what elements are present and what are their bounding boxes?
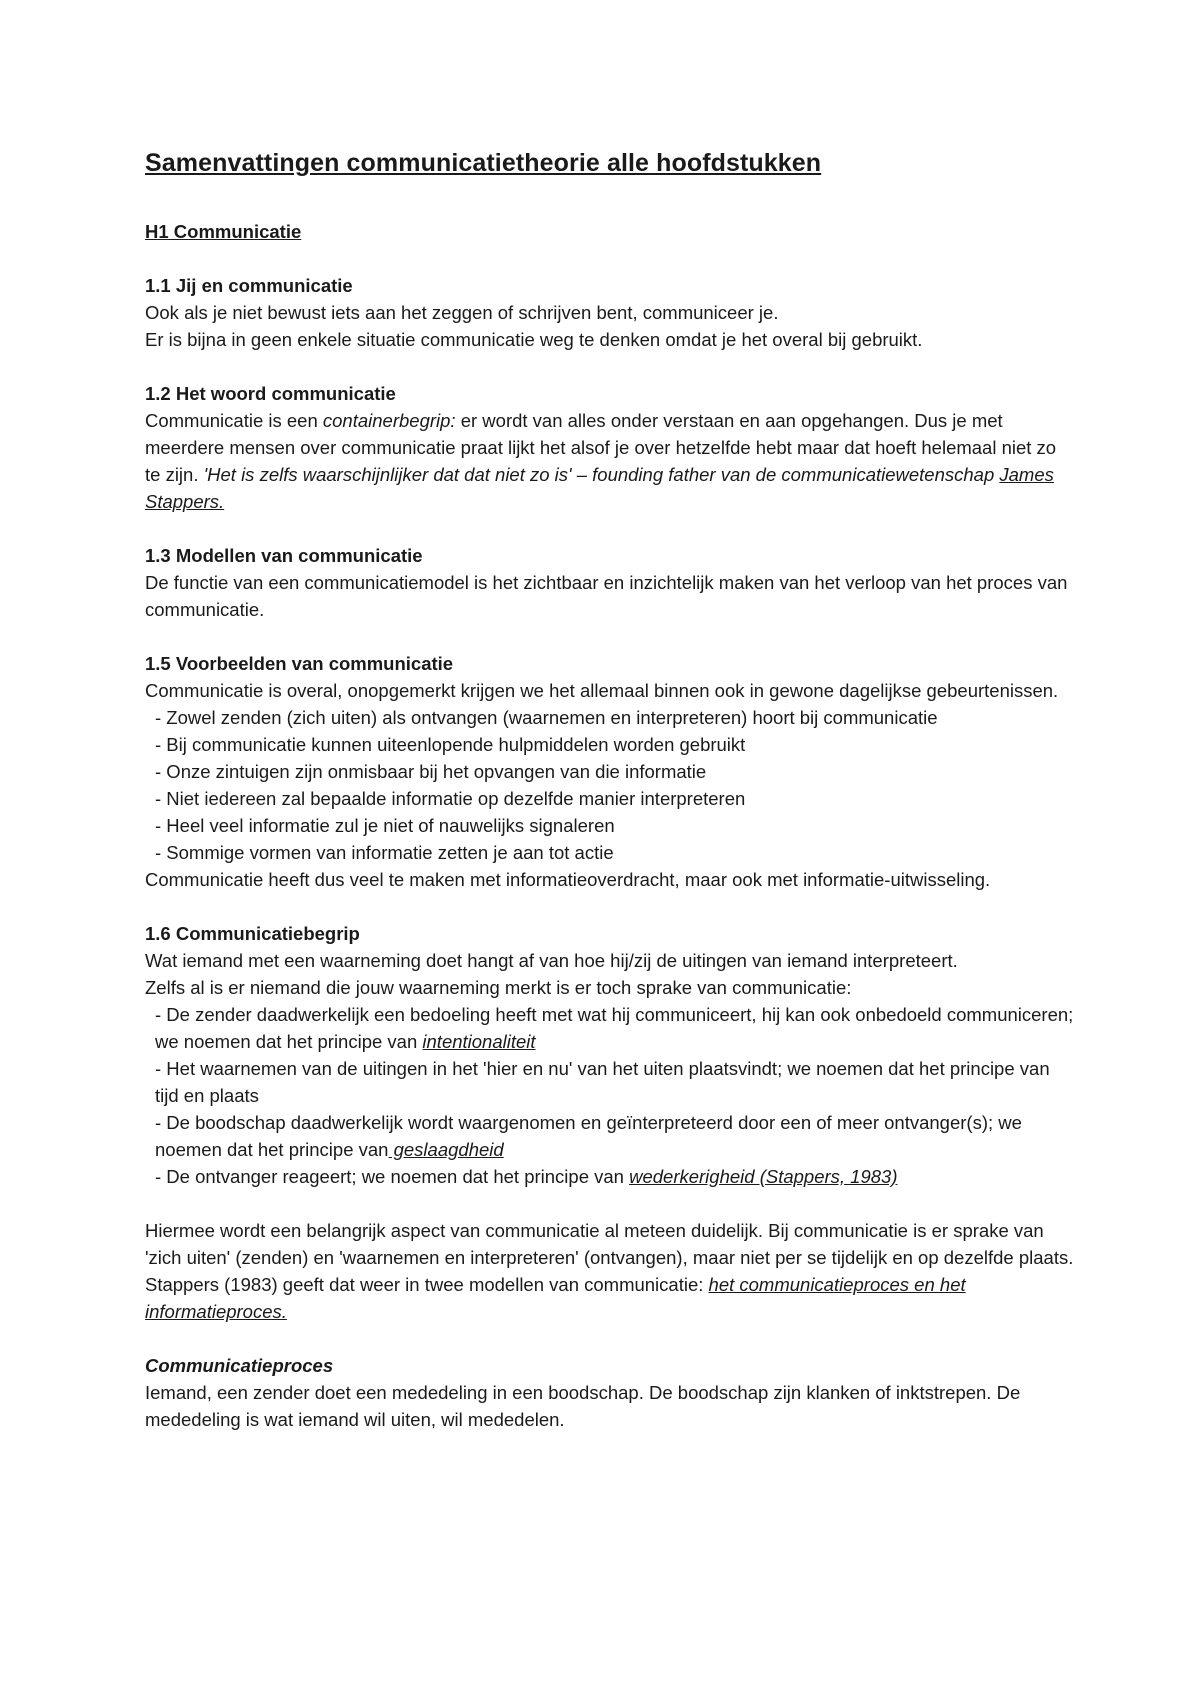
chapter-heading: H1 Communicatie [145, 221, 302, 242]
list-item: - Zowel zenden (zich uiten) als ontvangen (waarnemen en interpreteren) hoort bij communicatie [155, 707, 938, 728]
section-heading: 1.5 Voorbeelden van communicatie [145, 653, 454, 674]
underlined-term: geslaagdheid [388, 1139, 504, 1160]
text-run: Hiermee wordt een belangrijk aspect van communicatie al meteen duidelijk. Bij communicatie is er sprake van 'zich uiten' (zenden) en 'waarnemen en interpreteren' (ontvangen), maar niet per se tijdelijk en op dezelfde plaats. Stappers (1983) geeft dat weer in twee modellen van communicatie: [145, 1220, 1074, 1295]
section-communicatieproces [145, 1352, 1075, 1433]
paragraph [145, 407, 1075, 515]
underlined-term: het communicatieproces en het informatieproces. [145, 1274, 966, 1322]
list-item [145, 1109, 1075, 1163]
document-body [145, 148, 1075, 1460]
paragraph-line: Ook als je niet bewust iets aan het zeggen of schrijven bent, communiceer je. [145, 302, 779, 323]
section-heading: 1.2 Het woord communicatie [145, 383, 396, 404]
quote: 'Het is zelfs waarschijnlijker dat dat niet zo is' – founding father van de communicatiewetenschap [203, 464, 1000, 485]
text-run: - De ontvanger reageert; we noemen dat het principe van [155, 1166, 630, 1187]
section-models-intro [145, 1217, 1075, 1325]
section-1-5 [145, 650, 1075, 893]
paragraph [145, 1217, 1075, 1325]
text-run: - De boodschap daadwerkelijk wordt waargenomen en geïnterpreteerd door een of meer ontvanger(s); we noemen dat het principe van [155, 1112, 1022, 1160]
underlined-term: wederkerigheid (Stappers, 1983) [629, 1166, 898, 1187]
underlined-name: James Stappers. [145, 464, 1054, 512]
list-item [145, 1163, 1075, 1190]
section-heading: 1.6 Communicatiebegrip [145, 923, 360, 944]
section-heading: 1.1 Jij en communicatie [145, 275, 353, 296]
paragraph: De functie van een communicatiemodel is het zichtbaar en inzichtelijk maken van het verloop van het proces van communicatie. [145, 572, 1068, 620]
paragraph-line: Zelfs al is er niemand die jouw waarneming merkt is er toch sprake van communicatie: [145, 977, 852, 998]
underlined-term: intentionaliteit [422, 1031, 536, 1052]
list-item: - Onze zintuigen zijn onmisbaar bij het opvangen van die informatie [155, 761, 707, 782]
italic-term: containerbegrip: [322, 410, 456, 431]
paragraph: Communicatie is overal, onopgemerkt krijgen we het allemaal binnen ook in gewone dagelijkse gebeurtenissen. [145, 680, 1059, 701]
text-run: - De zender daadwerkelijk een bedoeling heeft met wat hij communiceert, hij kan ook onbedoeld communiceren; we noemen dat het principe van [155, 1004, 1074, 1052]
list-item [145, 1001, 1075, 1055]
section-heading: Communicatieproces [145, 1355, 334, 1376]
section-heading: 1.3 Modellen van communicatie [145, 545, 423, 566]
list-item: - Het waarnemen van de uitingen in het 'hier en nu' van het uiten plaatsvindt; we noemen dat het principe van tijd en plaats [155, 1058, 1050, 1106]
paragraph: Iemand, een zender doet een mededeling in een boodschap. De boodschap zijn klanken of inktstrepen. De mededeling is wat iemand wil uiten, wil mededelen. [145, 1382, 1021, 1430]
section-1-3 [145, 542, 1075, 623]
list-item: - Heel veel informatie zul je niet of nauwelijks signaleren [155, 815, 615, 836]
section-1-6 [145, 920, 1075, 1190]
paragraph: Communicatie heeft dus veel te maken met informatieoverdracht, maar ook met informatie-uitwisseling. [145, 869, 991, 890]
section-1-1 [145, 272, 1075, 353]
paragraph-line: Wat iemand met een waarneming doet hangt af van hoe hij/zij de uitingen van iemand interpreteert. [145, 950, 958, 971]
list-item: - Sommige vormen van informatie zetten je aan tot actie [155, 842, 614, 863]
section-1-2 [145, 380, 1075, 515]
paragraph-line: Er is bijna in geen enkele situatie communicatie weg te denken omdat je het overal bij gebruikt. [145, 329, 923, 350]
text-run: er wordt van alles onder verstaan en aan opgehangen. Dus je met meerdere mensen over communicatie praat lijkt het alsof je over hetzelfde hebt maar dat hoeft helemaal niet zo te zijn. [145, 410, 1057, 485]
text-run: Communicatie is een [145, 410, 323, 431]
list-item: - Bij communicatie kunnen uiteenlopende hulpmiddelen worden gebruikt [155, 734, 746, 755]
document-title: Samenvattingen communicatietheorie alle hoofdstukken [145, 149, 822, 177]
list-item: - Niet iedereen zal bepaalde informatie op dezelfde manier interpreteren [155, 788, 746, 809]
